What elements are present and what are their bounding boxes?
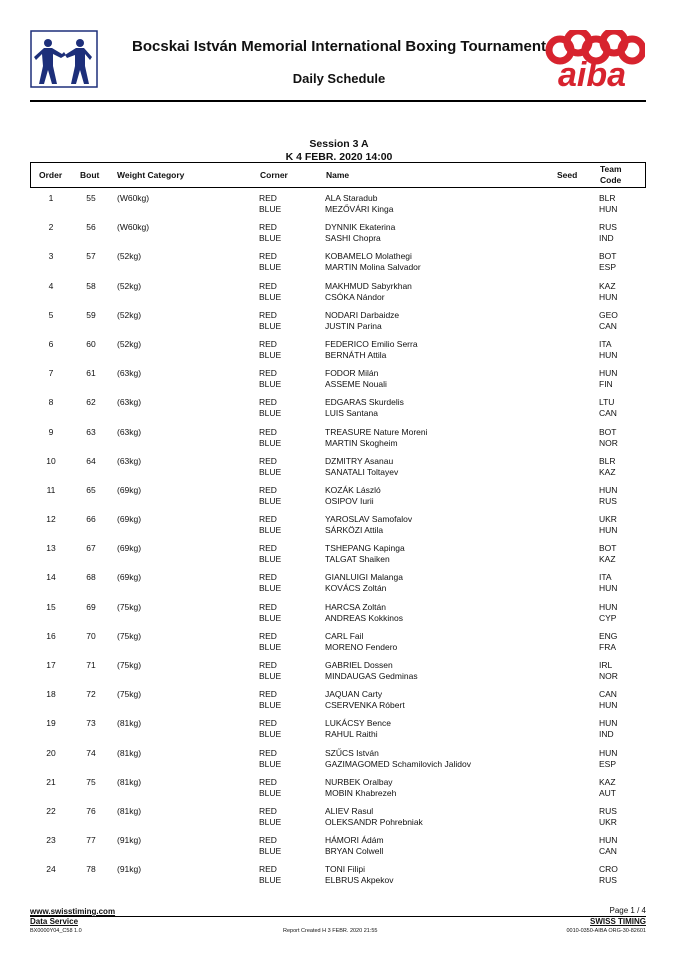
- order-cell: 5: [48, 309, 54, 320]
- weight-cell: (63kg): [117, 368, 142, 379]
- bout-cell: 77: [86, 835, 96, 846]
- bout-cell: 57: [86, 251, 96, 262]
- bout-cell: 73: [86, 718, 96, 729]
- red-corner-cell: RED: [259, 718, 277, 729]
- weight-cell: (75kg): [117, 630, 142, 641]
- table-row: [30, 689, 646, 718]
- red-name-cell: CARL Fail: [325, 630, 364, 641]
- order-cell: 17: [46, 660, 56, 670]
- weight-cell: (W60kg): [117, 222, 150, 233]
- page-subtitle: Daily Schedule: [292, 71, 386, 86]
- weight-cell: (52kg): [117, 309, 142, 320]
- blue-team-cell: HUN: [599, 204, 618, 214]
- order-cell: 12: [46, 514, 56, 525]
- blue-name-cell: OLEKSANDR Pohrebniak: [325, 816, 423, 827]
- red-corner-cell: RED: [259, 776, 277, 787]
- red-corner-cell: RED: [259, 309, 277, 320]
- blue-name-cell: MINDAUGAS Gedminas: [325, 671, 418, 681]
- weight-cell: (W60kg): [117, 193, 150, 203]
- weight-cell: (75kg): [117, 660, 142, 670]
- red-name-cell: YAROSLAV Samofalov: [325, 514, 413, 525]
- red-team-cell: IRL: [599, 660, 613, 670]
- blue-name-cell: SÁRKÖZI Attila: [325, 525, 384, 536]
- blue-team-cell: FIN: [599, 379, 613, 390]
- blue-corner-cell: BLUE: [259, 729, 282, 740]
- table-row: [30, 397, 646, 426]
- red-corner-cell: RED: [259, 514, 277, 525]
- red-name-cell: DYNNIK Ekaterina: [325, 222, 396, 233]
- red-team-cell: ITA: [599, 338, 612, 349]
- red-corner-cell: RED: [259, 222, 277, 233]
- blue-corner-cell: BLUE: [259, 320, 282, 331]
- blue-name-cell: TALGAT Shaiken: [325, 554, 390, 565]
- bout-cell: 74: [86, 747, 96, 758]
- weight-cell: (81kg): [117, 718, 142, 729]
- blue-corner-cell: BLUE: [259, 758, 282, 769]
- red-name-cell: EDGARAS Skurdelis: [325, 397, 404, 408]
- red-name-cell: HÁMORI Ádám: [325, 835, 384, 846]
- blue-team-cell: NOR: [599, 437, 618, 448]
- col-corner: Corner: [260, 170, 288, 180]
- red-team-cell: ITA: [599, 572, 612, 583]
- table-row: [30, 485, 646, 514]
- red-corner-cell: RED: [259, 572, 277, 583]
- red-corner-cell: RED: [259, 368, 277, 379]
- footer-brand: SWISS TIMING: [590, 917, 646, 926]
- blue-name-cell: ANDREAS Kokkinos: [325, 612, 403, 623]
- blue-team-cell: HUN: [599, 525, 618, 536]
- red-corner-cell: RED: [259, 484, 277, 495]
- blue-team-cell: CAN: [599, 408, 617, 419]
- blue-name-cell: MORENO Fendero: [325, 641, 398, 652]
- bout-cell: 78: [86, 864, 96, 875]
- order-cell: 22: [46, 805, 56, 816]
- footer-report-created: Report Created H 3 FEBR. 2020 21:55: [283, 928, 378, 934]
- red-corner-cell: RED: [259, 280, 277, 291]
- blue-team-cell: FRA: [599, 641, 616, 652]
- blue-team-cell: CYP: [599, 612, 617, 623]
- bout-list: [30, 193, 646, 894]
- red-name-cell: TONI Filipi: [325, 864, 365, 875]
- red-team-cell: GEO: [599, 309, 618, 320]
- order-cell: 3: [48, 251, 54, 262]
- weight-cell: (52kg): [117, 280, 142, 291]
- red-team-cell: HUN: [599, 835, 618, 846]
- blue-corner-cell: BLUE: [259, 612, 282, 623]
- bout-cell: 65: [86, 484, 96, 495]
- table-row: [30, 631, 646, 660]
- header-divider: [30, 100, 646, 102]
- blue-name-cell: GAZIMAGOMED Schamilovich Jalidov: [325, 758, 471, 769]
- footer-page: Page 1 / 4: [609, 906, 646, 915]
- red-team-cell: BOT: [599, 251, 617, 262]
- order-cell: 2: [48, 222, 54, 233]
- order-cell: 23: [46, 835, 56, 846]
- red-corner-cell: RED: [259, 660, 277, 670]
- order-cell: 20: [46, 747, 56, 758]
- blue-corner-cell: BLUE: [259, 262, 282, 273]
- col-team: Team: [600, 164, 622, 174]
- red-corner-cell: RED: [259, 426, 277, 437]
- order-cell: 10: [46, 455, 56, 466]
- blue-name-cell: MOBIN Khabrezeh: [325, 787, 397, 798]
- order-cell: 24: [46, 864, 56, 875]
- red-name-cell: TREASURE Nature Moreni: [325, 426, 428, 437]
- red-name-cell: FODOR Milán: [325, 368, 379, 379]
- red-name-cell: MAKHMUD Sabyrkhan: [325, 280, 412, 291]
- col-weight: Weight Category: [117, 170, 185, 180]
- red-corner-cell: RED: [259, 397, 277, 408]
- blue-team-cell: RUS: [599, 495, 617, 506]
- aiba-logo: [540, 30, 645, 92]
- table-row: [30, 748, 646, 777]
- blue-team-cell: AUT: [599, 787, 616, 798]
- red-team-cell: KAZ: [599, 280, 616, 291]
- red-corner-cell: RED: [259, 747, 277, 758]
- bout-cell: 56: [86, 222, 96, 233]
- red-team-cell: BOT: [599, 426, 617, 437]
- blue-corner-cell: BLUE: [259, 349, 282, 360]
- weight-cell: (52kg): [117, 338, 142, 349]
- table-row: [30, 806, 646, 835]
- blue-name-cell: RAHUL Raithi: [325, 729, 378, 740]
- red-team-cell: BLR: [599, 455, 616, 466]
- blue-corner-cell: BLUE: [259, 233, 282, 244]
- table-row: [30, 193, 646, 222]
- footer-website[interactable]: www.swisstiming.com: [30, 907, 116, 916]
- blue-team-cell: KAZ: [599, 554, 616, 565]
- weight-cell: (75kg): [117, 689, 142, 700]
- table-row: [30, 310, 646, 339]
- bout-cell: 61: [86, 368, 96, 379]
- table-row: [30, 777, 646, 806]
- blue-team-cell: UKR: [599, 816, 617, 827]
- blue-corner-cell: BLUE: [259, 204, 282, 214]
- blue-team-cell: ESP: [599, 262, 617, 273]
- col-seed: Seed: [557, 170, 578, 180]
- blue-name-cell: MEZŐVÁRI Kinga: [325, 204, 394, 214]
- table-row: [30, 835, 646, 864]
- red-name-cell: NURBEK Oralbay: [325, 776, 393, 787]
- blue-team-cell: ESP: [599, 758, 617, 769]
- bout-cell: 60: [86, 338, 96, 349]
- blue-team-cell: IND: [599, 233, 614, 244]
- blue-corner-cell: BLUE: [259, 787, 282, 798]
- red-name-cell: GIANLUIGI Malanga: [325, 572, 403, 583]
- table-row: [30, 718, 646, 747]
- blue-team-cell: CAN: [599, 320, 617, 331]
- bout-cell: 69: [86, 601, 96, 612]
- red-corner-cell: RED: [259, 543, 277, 554]
- red-name-cell: ALIEV Rasul: [325, 805, 374, 816]
- red-team-cell: CRO: [599, 864, 618, 875]
- red-team-cell: CAN: [599, 689, 617, 700]
- red-name-cell: NODARI Darbaidze: [325, 309, 400, 320]
- order-cell: 4: [48, 280, 54, 291]
- bout-cell: 75: [86, 776, 96, 787]
- blue-team-cell: HUN: [599, 583, 618, 594]
- order-cell: 6: [48, 338, 54, 349]
- blue-name-cell: SANATALI Toltayev: [325, 466, 399, 477]
- red-corner-cell: RED: [259, 835, 277, 846]
- session-name: Session 3 A: [309, 138, 369, 150]
- bout-cell: 71: [86, 660, 96, 670]
- red-corner-cell: RED: [259, 251, 277, 262]
- bout-cell: 63: [86, 426, 96, 437]
- weight-cell: (69kg): [117, 572, 142, 583]
- weight-cell: (69kg): [117, 543, 142, 554]
- weight-cell: (63kg): [117, 455, 142, 466]
- blue-corner-cell: BLUE: [259, 379, 282, 390]
- order-cell: 9: [48, 426, 54, 437]
- red-name-cell: TSHEPANG Kapinga: [325, 543, 405, 554]
- order-cell: 21: [46, 776, 56, 787]
- table-row: [30, 660, 646, 689]
- blue-name-cell: ASSEME Nouali: [325, 379, 387, 390]
- blue-corner-cell: BLUE: [259, 525, 282, 536]
- order-cell: 13: [46, 543, 56, 554]
- footer-service: Data Service: [30, 917, 79, 926]
- bout-cell: 58: [86, 280, 96, 291]
- blue-team-cell: HUN: [599, 349, 618, 360]
- red-team-cell: UKR: [599, 514, 617, 525]
- red-name-cell: HARCSA Zoltán: [325, 601, 386, 612]
- blue-corner-cell: BLUE: [259, 437, 282, 448]
- footer-divider: [30, 916, 646, 917]
- bout-cell: 62: [86, 397, 96, 408]
- weight-cell: (81kg): [117, 776, 142, 787]
- page-title: Bocskai István Memorial International Boxing Tournament: [132, 38, 546, 55]
- red-team-cell: HUN: [599, 484, 618, 495]
- session-datetime: K 4 FEBR. 2020 14:00: [285, 151, 393, 163]
- blue-name-cell: ELBRUS Akpekov: [325, 875, 394, 886]
- red-team-cell: BOT: [599, 543, 617, 554]
- red-name-cell: GABRIEL Dossen: [325, 660, 393, 670]
- table-row: [30, 368, 646, 397]
- blue-corner-cell: BLUE: [259, 583, 282, 594]
- red-name-cell: LUKÁCSY Bence: [325, 718, 391, 729]
- footer-ref-code: 0010-0350-AIBA ORG-30-82601: [566, 928, 646, 934]
- order-cell: 19: [46, 718, 56, 729]
- weight-cell: (63kg): [117, 397, 142, 408]
- red-name-cell: KOZÁK László: [325, 484, 381, 495]
- bout-cell: 68: [86, 572, 96, 583]
- weight-cell: (91kg): [117, 835, 142, 846]
- weight-cell: (69kg): [117, 514, 142, 525]
- order-cell: 18: [46, 689, 56, 700]
- red-corner-cell: RED: [259, 864, 277, 875]
- red-team-cell: BLR: [599, 193, 616, 203]
- order-cell: 7: [48, 368, 54, 379]
- red-team-cell: HUN: [599, 718, 618, 729]
- red-name-cell: KOBAMELO Molathegi: [325, 251, 412, 262]
- table-row: [30, 572, 646, 601]
- order-cell: 16: [46, 630, 56, 641]
- order-cell: 8: [48, 397, 54, 408]
- table-header: [30, 162, 646, 188]
- weight-cell: (81kg): [117, 805, 142, 816]
- blue-name-cell: MARTIN Skogheim: [325, 437, 398, 448]
- order-cell: 1: [48, 193, 54, 203]
- blue-corner-cell: BLUE: [259, 700, 282, 711]
- table-row: [30, 543, 646, 572]
- red-corner-cell: RED: [259, 601, 277, 612]
- bout-cell: 67: [86, 543, 96, 554]
- bout-cell: 66: [86, 514, 96, 525]
- red-name-cell: FEDERICO Emilio Serra: [325, 338, 418, 349]
- blue-name-cell: CSERVENKA Róbert: [325, 700, 405, 711]
- bout-cell: 55: [86, 193, 96, 203]
- red-team-cell: KAZ: [599, 776, 616, 787]
- col-name: Name: [326, 170, 350, 180]
- blue-team-cell: KAZ: [599, 466, 616, 477]
- weight-cell: (75kg): [117, 601, 142, 612]
- blue-corner-cell: BLUE: [259, 875, 282, 886]
- table-row: [30, 456, 646, 485]
- blue-team-cell: CAN: [599, 846, 617, 857]
- red-name-cell: JAQUAN Carty: [325, 689, 383, 700]
- red-corner-cell: RED: [259, 193, 277, 203]
- red-team-cell: HUN: [599, 368, 618, 379]
- blue-name-cell: BERNÁTH Attila: [325, 349, 387, 360]
- footer-doc-code: BX0000Y04_C58 1.0: [30, 928, 82, 934]
- aiba-logo-text: aiba: [557, 56, 627, 92]
- order-cell: 14: [46, 572, 56, 583]
- session-info: [0, 138, 678, 164]
- red-team-cell: RUS: [599, 222, 617, 233]
- blue-corner-cell: BLUE: [259, 641, 282, 652]
- blue-team-cell: IND: [599, 729, 614, 740]
- col-bout: Bout: [80, 170, 100, 180]
- blue-corner-cell: BLUE: [259, 816, 282, 827]
- table-row: [30, 864, 646, 893]
- table-row: [30, 602, 646, 631]
- order-cell: 15: [46, 601, 56, 612]
- blue-team-cell: RUS: [599, 875, 617, 886]
- red-corner-cell: RED: [259, 805, 277, 816]
- weight-cell: (81kg): [117, 747, 142, 758]
- bout-cell: 59: [86, 309, 96, 320]
- col-code: Code: [600, 175, 622, 185]
- bout-cell: 70: [86, 630, 96, 641]
- weight-cell: (63kg): [117, 426, 142, 437]
- blue-corner-cell: BLUE: [259, 291, 282, 302]
- red-team-cell: RUS: [599, 805, 617, 816]
- table-row: [30, 339, 646, 368]
- red-team-cell: HUN: [599, 747, 618, 758]
- table-row: [30, 222, 646, 251]
- red-team-cell: HUN: [599, 601, 618, 612]
- weight-cell: (69kg): [117, 484, 142, 495]
- red-name-cell: ALA Staradub: [325, 193, 378, 203]
- order-cell: 11: [46, 484, 56, 495]
- blue-corner-cell: BLUE: [259, 495, 282, 506]
- blue-corner-cell: BLUE: [259, 466, 282, 477]
- table-row: [30, 514, 646, 543]
- red-corner-cell: RED: [259, 455, 277, 466]
- bout-cell: 64: [86, 455, 96, 466]
- blue-team-cell: HUN: [599, 700, 618, 711]
- blue-name-cell: LUIS Santana: [325, 408, 378, 419]
- red-team-cell: ENG: [599, 630, 618, 641]
- col-order: Order: [39, 170, 63, 180]
- blue-corner-cell: BLUE: [259, 846, 282, 857]
- blue-name-cell: KOVÁCS Zoltán: [325, 583, 387, 594]
- bout-cell: 76: [86, 805, 96, 816]
- blue-team-cell: NOR: [599, 671, 618, 681]
- table-row: [30, 427, 646, 456]
- red-corner-cell: RED: [259, 338, 277, 349]
- blue-name-cell: CSÓKA Nándor: [325, 291, 385, 302]
- table-row: [30, 251, 646, 280]
- red-team-cell: LTU: [599, 397, 615, 408]
- blue-corner-cell: BLUE: [259, 671, 282, 681]
- blue-name-cell: JUSTIN Parina: [325, 320, 382, 331]
- weight-cell: (52kg): [117, 251, 142, 262]
- blue-name-cell: MARTIN Molina Salvador: [325, 262, 421, 273]
- blue-corner-cell: BLUE: [259, 408, 282, 419]
- red-corner-cell: RED: [259, 630, 277, 641]
- weight-cell: (91kg): [117, 864, 142, 875]
- blue-team-cell: HUN: [599, 291, 618, 302]
- red-corner-cell: RED: [259, 689, 277, 700]
- red-name-cell: DZMITRY Asanau: [325, 455, 394, 466]
- bout-cell: 72: [86, 689, 96, 700]
- blue-name-cell: SASHI Chopra: [325, 233, 381, 244]
- table-row: [30, 281, 646, 310]
- red-name-cell: SZŰCS István: [325, 747, 379, 758]
- blue-corner-cell: BLUE: [259, 554, 282, 565]
- blue-name-cell: OSIPOV Iurii: [325, 495, 374, 506]
- blue-name-cell: BRYAN Colwell: [325, 846, 384, 857]
